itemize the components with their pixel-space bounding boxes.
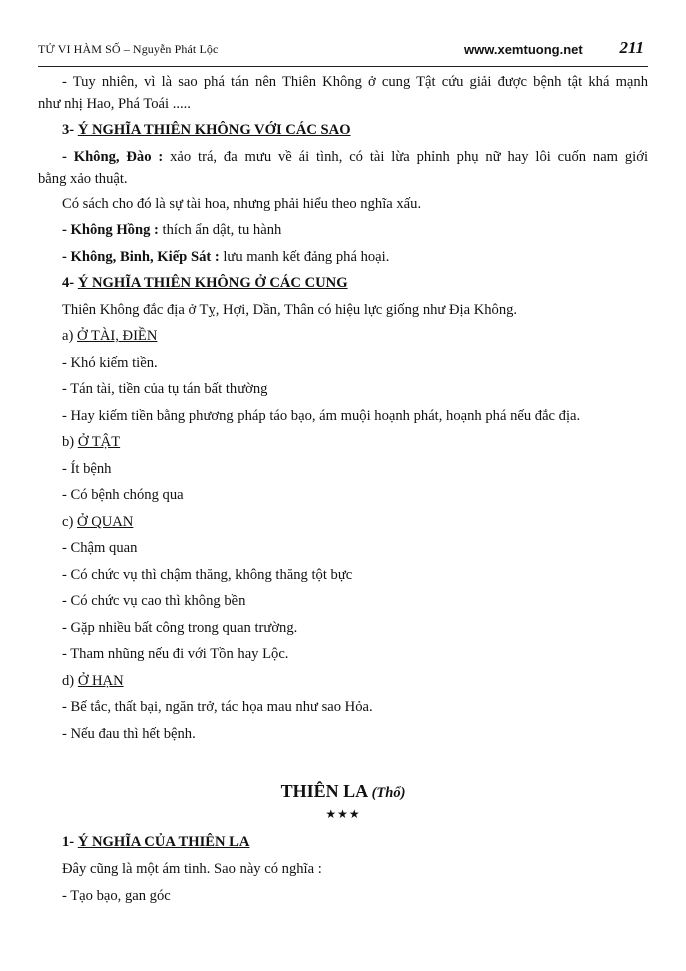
star-combo-label: - Không, Đào : [62, 149, 164, 165]
list-item: - Tán tài, tiền của tụ tán bất thường [62, 381, 268, 397]
section-title: Ý NGHĨA THIÊN KHÔNG Ở CÁC CUNG [77, 275, 348, 291]
paragraph-line: như nhị Hao, Phá Toái ..... [38, 96, 191, 112]
star-name: THIÊN LA [280, 781, 368, 801]
book-title: TỬ VI HÀM SỐ – Nguyễn Phát Lộc [38, 42, 219, 56]
subsection-title: Ở HẠN [77, 673, 124, 689]
page-number: 211 [619, 38, 644, 57]
section-1-heading [62, 834, 249, 851]
star-combo-label: - Không, Binh, Kiếp Sát : [62, 249, 220, 265]
subsection-title: Ở TẬT [77, 434, 121, 450]
section-number: 3- [62, 122, 78, 138]
website-label: www.xemtuong.net [464, 42, 583, 57]
section-3-heading [62, 122, 351, 139]
subsection-letter: c) [62, 514, 77, 530]
subsection-a-heading [62, 328, 157, 345]
list-item: - Nếu đau thì hết bệnh. [62, 726, 196, 742]
page-header [38, 38, 648, 67]
star-section-title [38, 781, 648, 802]
list-item: - Ít bệnh [62, 461, 112, 477]
section-4-heading [62, 275, 348, 292]
list-item: - Gặp nhiều bất công trong quan trường. [62, 620, 298, 636]
list-item: - Có bệnh chóng qua [62, 487, 184, 503]
subsection-title: Ở QUAN [77, 514, 134, 530]
paragraph-line [62, 249, 389, 266]
paragraph-line [62, 149, 648, 166]
list-item: - Chậm quan [62, 540, 138, 556]
star-element: (Thổ) [371, 785, 406, 801]
list-item: - Khó kiếm tiền. [62, 355, 158, 371]
subsection-title: Ở TÀI, ĐIỀN [77, 328, 158, 344]
subsection-d-heading [62, 673, 124, 690]
list-item: - Hay kiếm tiền bằng phương pháp táo bạo, ám muội hoạnh phát, hoạnh phá nếu đắc địa. [62, 408, 581, 424]
paragraph-line: bằng xảo thuật. [38, 171, 128, 187]
list-item: - Có chức vụ thì chậm thăng, không thăng tột bực [62, 567, 353, 583]
paragraph-line: Đây cũng là một ám tinh. Sao này có nghĩa : [62, 861, 322, 877]
paragraph-line: Thiên Không đắc địa ở Tỵ, Hợi, Dần, Thân có hiệu lực giống như Địa Không. [62, 302, 518, 318]
list-item: - Có chức vụ cao thì không bền [62, 593, 246, 609]
subsection-c-heading [62, 514, 133, 531]
text: thích ẩn dật, tu hành [158, 222, 282, 238]
paragraph-line: - Tuy nhiên, vì là sao phá tán nên Thiên Không ở cung Tật cứu giải được bệnh tật khá mạnh [62, 74, 648, 90]
text: lưu manh kết đảng phá hoại. [219, 249, 390, 265]
section-number: 4- [62, 275, 78, 291]
list-item: - Tạo bạo, gan góc [62, 888, 171, 904]
subsection-letter: b) [62, 434, 78, 450]
section-title: Ý NGHĨA CỦA THIÊN LA [77, 834, 250, 850]
subsection-letter: a) [62, 328, 77, 344]
star-combo-label: - Không Hồng : [62, 222, 159, 238]
list-item: - Bế tắc, thất bại, ngăn trở, tác họa mau như sao Hỏa. [62, 699, 373, 715]
section-title: Ý NGHĨA THIÊN KHÔNG VỚI CÁC SAO [77, 122, 351, 138]
subsection-b-heading [62, 434, 120, 451]
paragraph-line [62, 222, 281, 239]
subsection-letter: d) [62, 673, 78, 689]
section-number: 1- [62, 834, 78, 850]
rating-stars: ★★★ [325, 807, 361, 821]
list-item: - Tham nhũng nếu đi với Tồn hay Lộc. [62, 646, 289, 662]
text: xảo trá, đa mưu về ái tình, có tài lừa phỉnh phụ nữ hay lôi cuốn nam giới [163, 149, 648, 165]
paragraph-line: Có sách cho đó là sự tài hoa, nhưng phải hiểu theo nghĩa xấu. [62, 196, 422, 212]
